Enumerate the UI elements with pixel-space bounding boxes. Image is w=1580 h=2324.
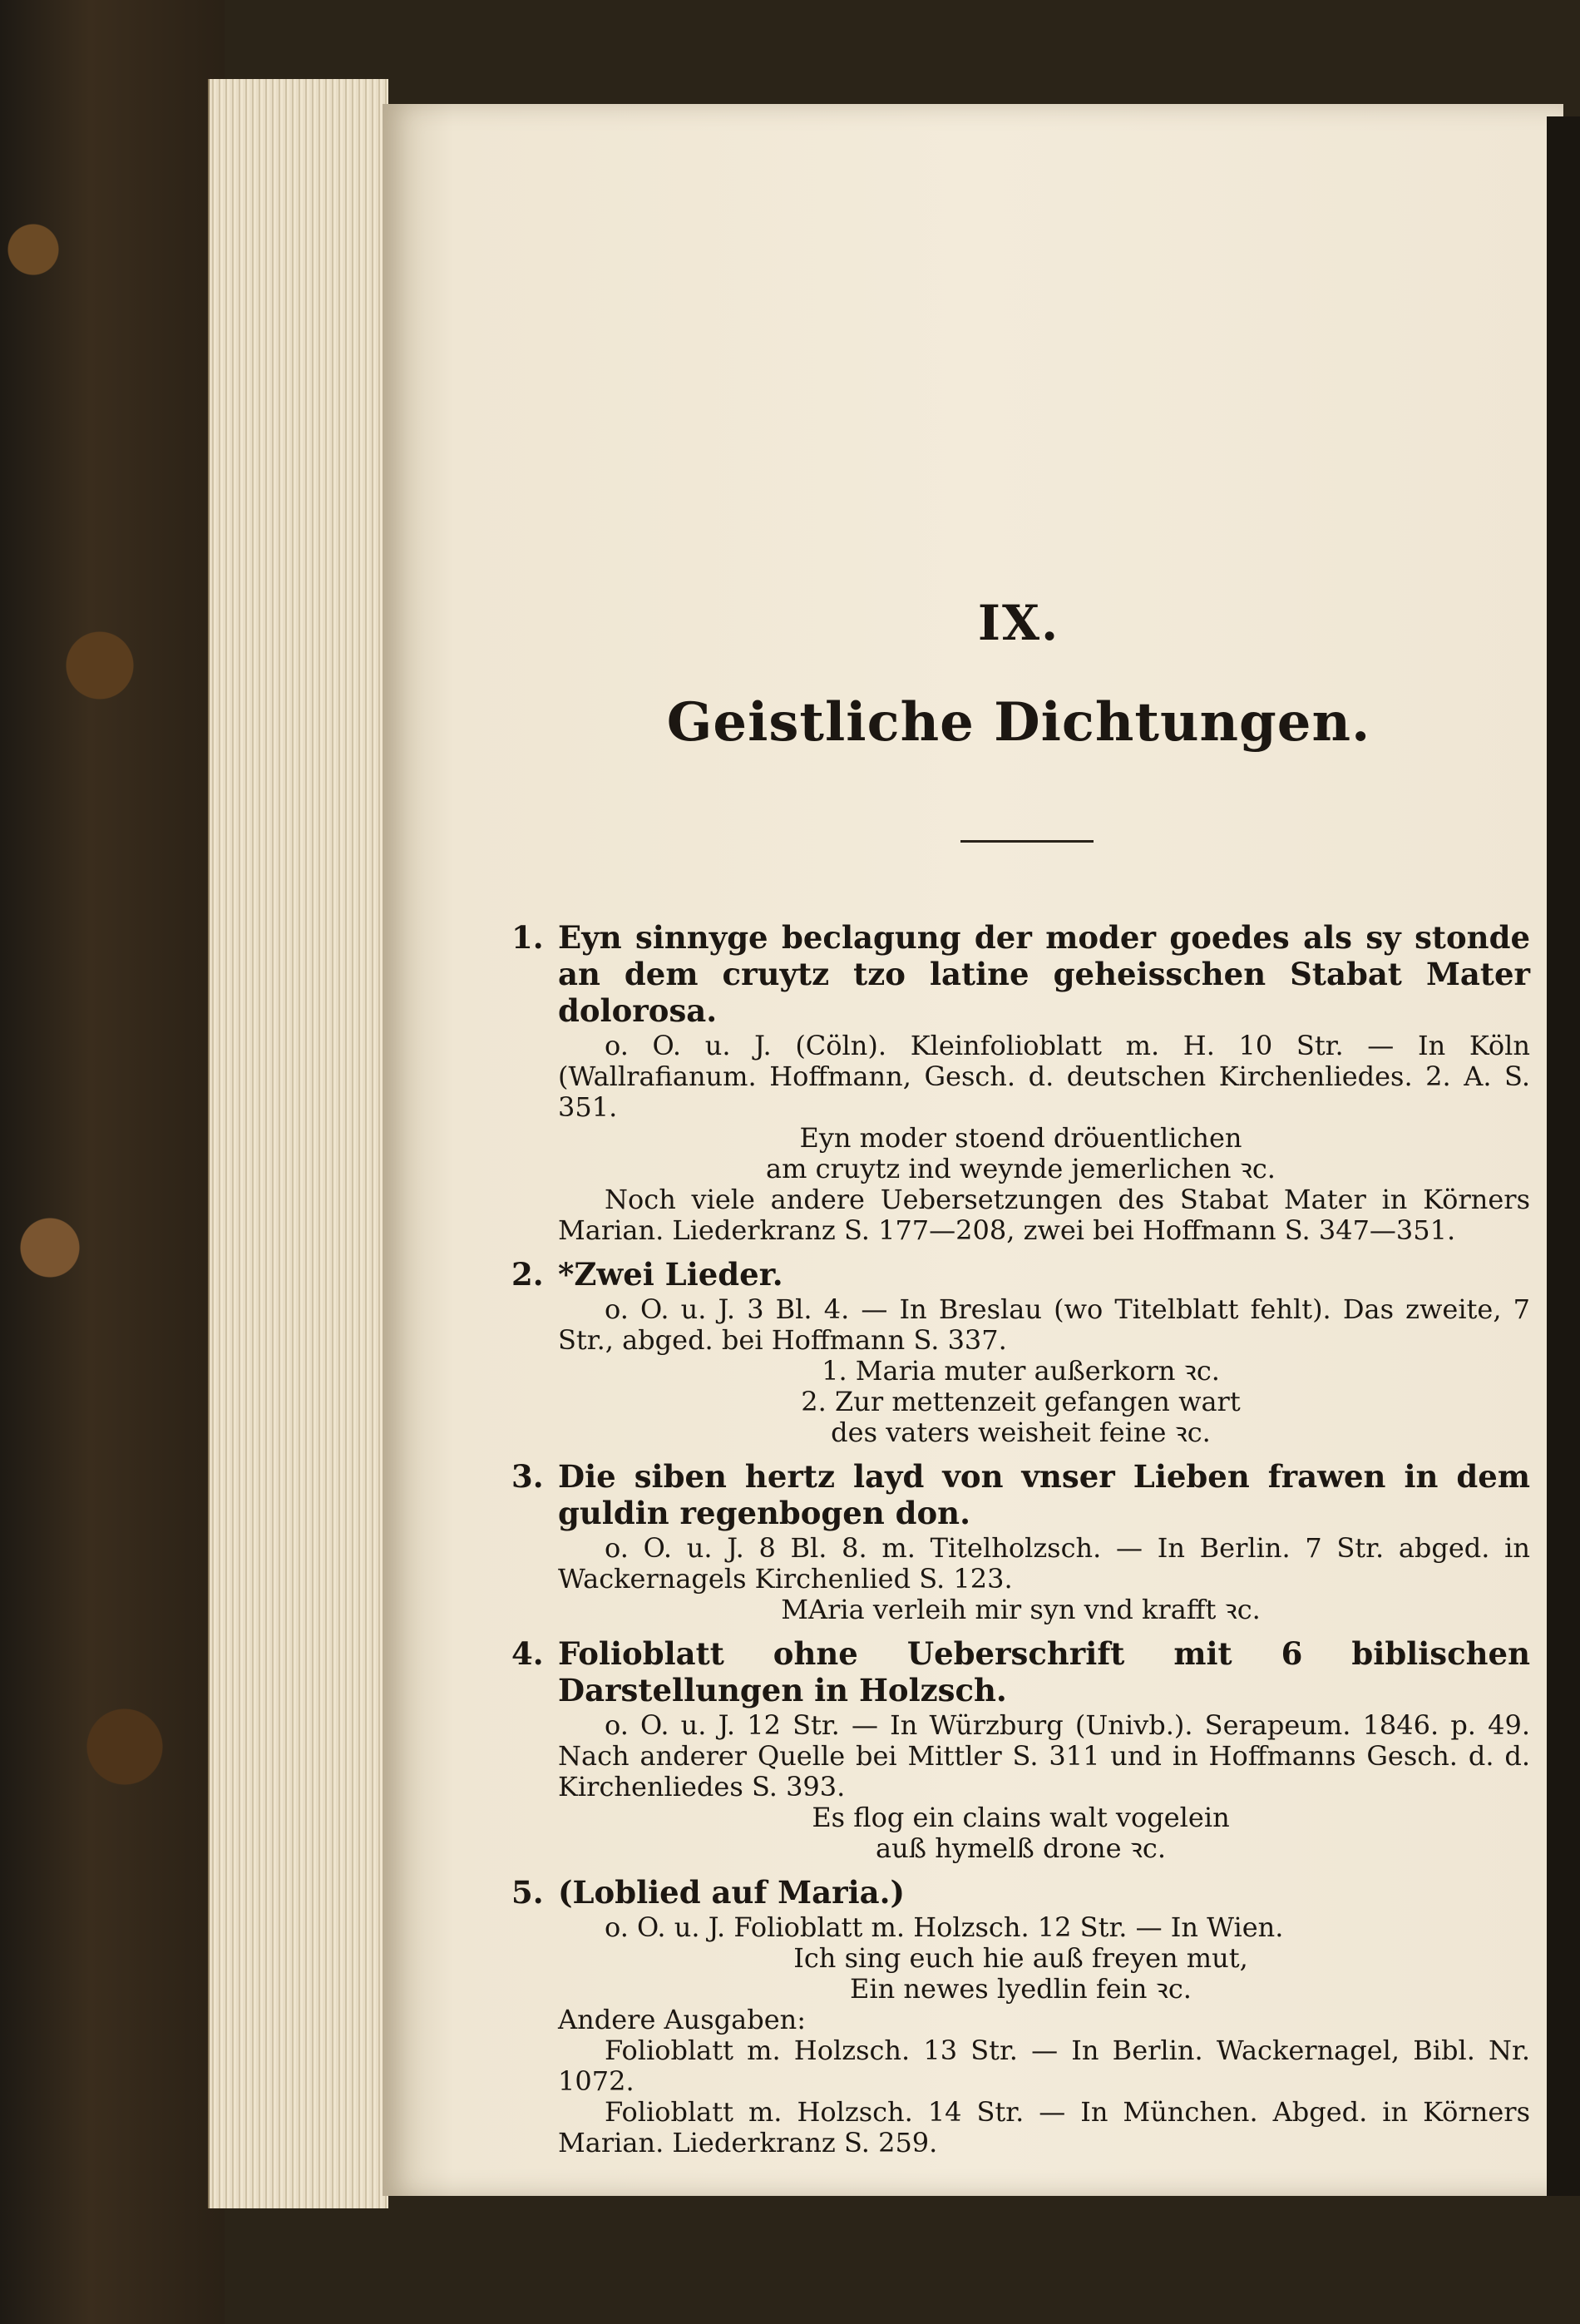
entry-title: (Loblied auf Maria.) [558, 1874, 905, 1911]
title-divider [960, 840, 1094, 843]
entry-meta: o. O. u. J. 8 Bl. 8. m. Titelholzsch. — In Berlin. 7 Str. abged. in Wackernagels Kirchenlied S. 123. [558, 1532, 1530, 1595]
other-edition: Folioblatt m. Holzsch. 13 Str. — In Berlin. Wackernagel, Bibl. Nr. 1072. [558, 2035, 1530, 2097]
entry-note: Noch viele andere Uebersetzungen des Stabat Mater in Körners Marian. Liederkranz S. 177—208, zwei bei Hoffmann S. 347—351. [558, 1184, 1530, 1246]
entry-incipit-line: auß hymelß drone ꝛc. [875, 1832, 1166, 1864]
other-editions-label: Andere Ausgaben: [558, 2004, 807, 2035]
entry-number: 4. [511, 1635, 544, 1672]
entry-meta: o. O. u. J. (Cöln). Kleinfolioblatt m. H. 10 Str. — In Köln (Wallrafianum. Hoffmann, Gesch. d. deutschen Kirchenliedes. 2. A. S. 351. [558, 1030, 1530, 1123]
entry-4 [511, 1635, 1530, 1864]
entry-list [511, 919, 1530, 2168]
entry-incipit-line: Ein newes lyedlin fein ꝛc. [850, 1973, 1192, 2005]
entry-incipit-line: Es flog ein clains walt vogelein [812, 1802, 1230, 1833]
section-numeral: IX. [977, 595, 1060, 651]
entry-number: 2. [511, 1256, 544, 1293]
entry-title: Folioblatt ohne Ueberschrift mit 6 biblischen Darstellungen in Holzsch. [558, 1635, 1530, 1708]
entry-incipit-line: MAria verleih mir syn vnd krafft ꝛc. [781, 1594, 1261, 1625]
entry-1 [511, 919, 1530, 1246]
page-gutter-shadow [1547, 116, 1580, 2196]
page-edges [208, 79, 388, 2208]
entry-heading [511, 1635, 1530, 1708]
entry-5 [511, 1874, 1530, 2158]
entry-incipit-line: 2. Zur mettenzeit gefangen wart [801, 1386, 1241, 1417]
entry-heading [511, 919, 1530, 1029]
entry-heading [511, 1874, 1530, 1911]
entry-title: *Zwei Lieder. [558, 1256, 783, 1293]
entry-number: 3. [511, 1458, 544, 1495]
entry-meta: o. O. u. J. 3 Bl. 4. — In Breslau (wo Titelblatt fehlt). Das zweite, 7 Str., abged. bei Hoffmann S. 337. [558, 1293, 1530, 1356]
section-title: Geistliche Dichtungen. [666, 691, 1371, 754]
entry-heading [511, 1458, 1530, 1531]
entry-meta: o. O. u. J. 12 Str. — In Würzburg (Univb.). Serapeum. 1846. p. 49. Nach anderer Quelle bei Mittler S. 311 und in Hoffmanns Gesch. d. d. Kirchenliedes S. 393. [558, 1709, 1530, 1802]
entry-incipit-line: des vaters weisheit feine ꝛc. [831, 1417, 1211, 1448]
entry-title: Eyn sinnyge beclagung der moder goedes als sy stonde an dem cruytz tzo latine geheisschen Stabat Mater dolorosa. [558, 919, 1530, 1029]
entry-incipit-line: Eyn moder stoend dröuentlichen [799, 1122, 1242, 1154]
entry-number: 1. [511, 919, 544, 956]
entry-3 [511, 1458, 1530, 1625]
entry-incipit-line: Ich sing euch hie auß freyen mut, [793, 1942, 1248, 1974]
entry-heading [511, 1256, 1530, 1293]
entry-incipit-line: am cruytz ind weynde jemerlichen ꝛc. [766, 1153, 1276, 1184]
entry-2 [511, 1256, 1530, 1448]
entry-title: Die siben hertz layd von vnser Lieben frawen in dem guldin regenbogen don. [558, 1458, 1530, 1531]
entry-incipit-line: 1. Maria muter außerkorn ꝛc. [822, 1355, 1220, 1387]
entry-number: 5. [511, 1874, 544, 1911]
other-edition: Folioblatt m. Holzsch. 14 Str. — In München. Abged. in Körners Marian. Liederkranz S. 259. [558, 2096, 1530, 2158]
entry-meta: o. O. u. J. Folioblatt m. Holzsch. 12 Str. — In Wien. [605, 1911, 1284, 1943]
book-binding [0, 0, 225, 2324]
